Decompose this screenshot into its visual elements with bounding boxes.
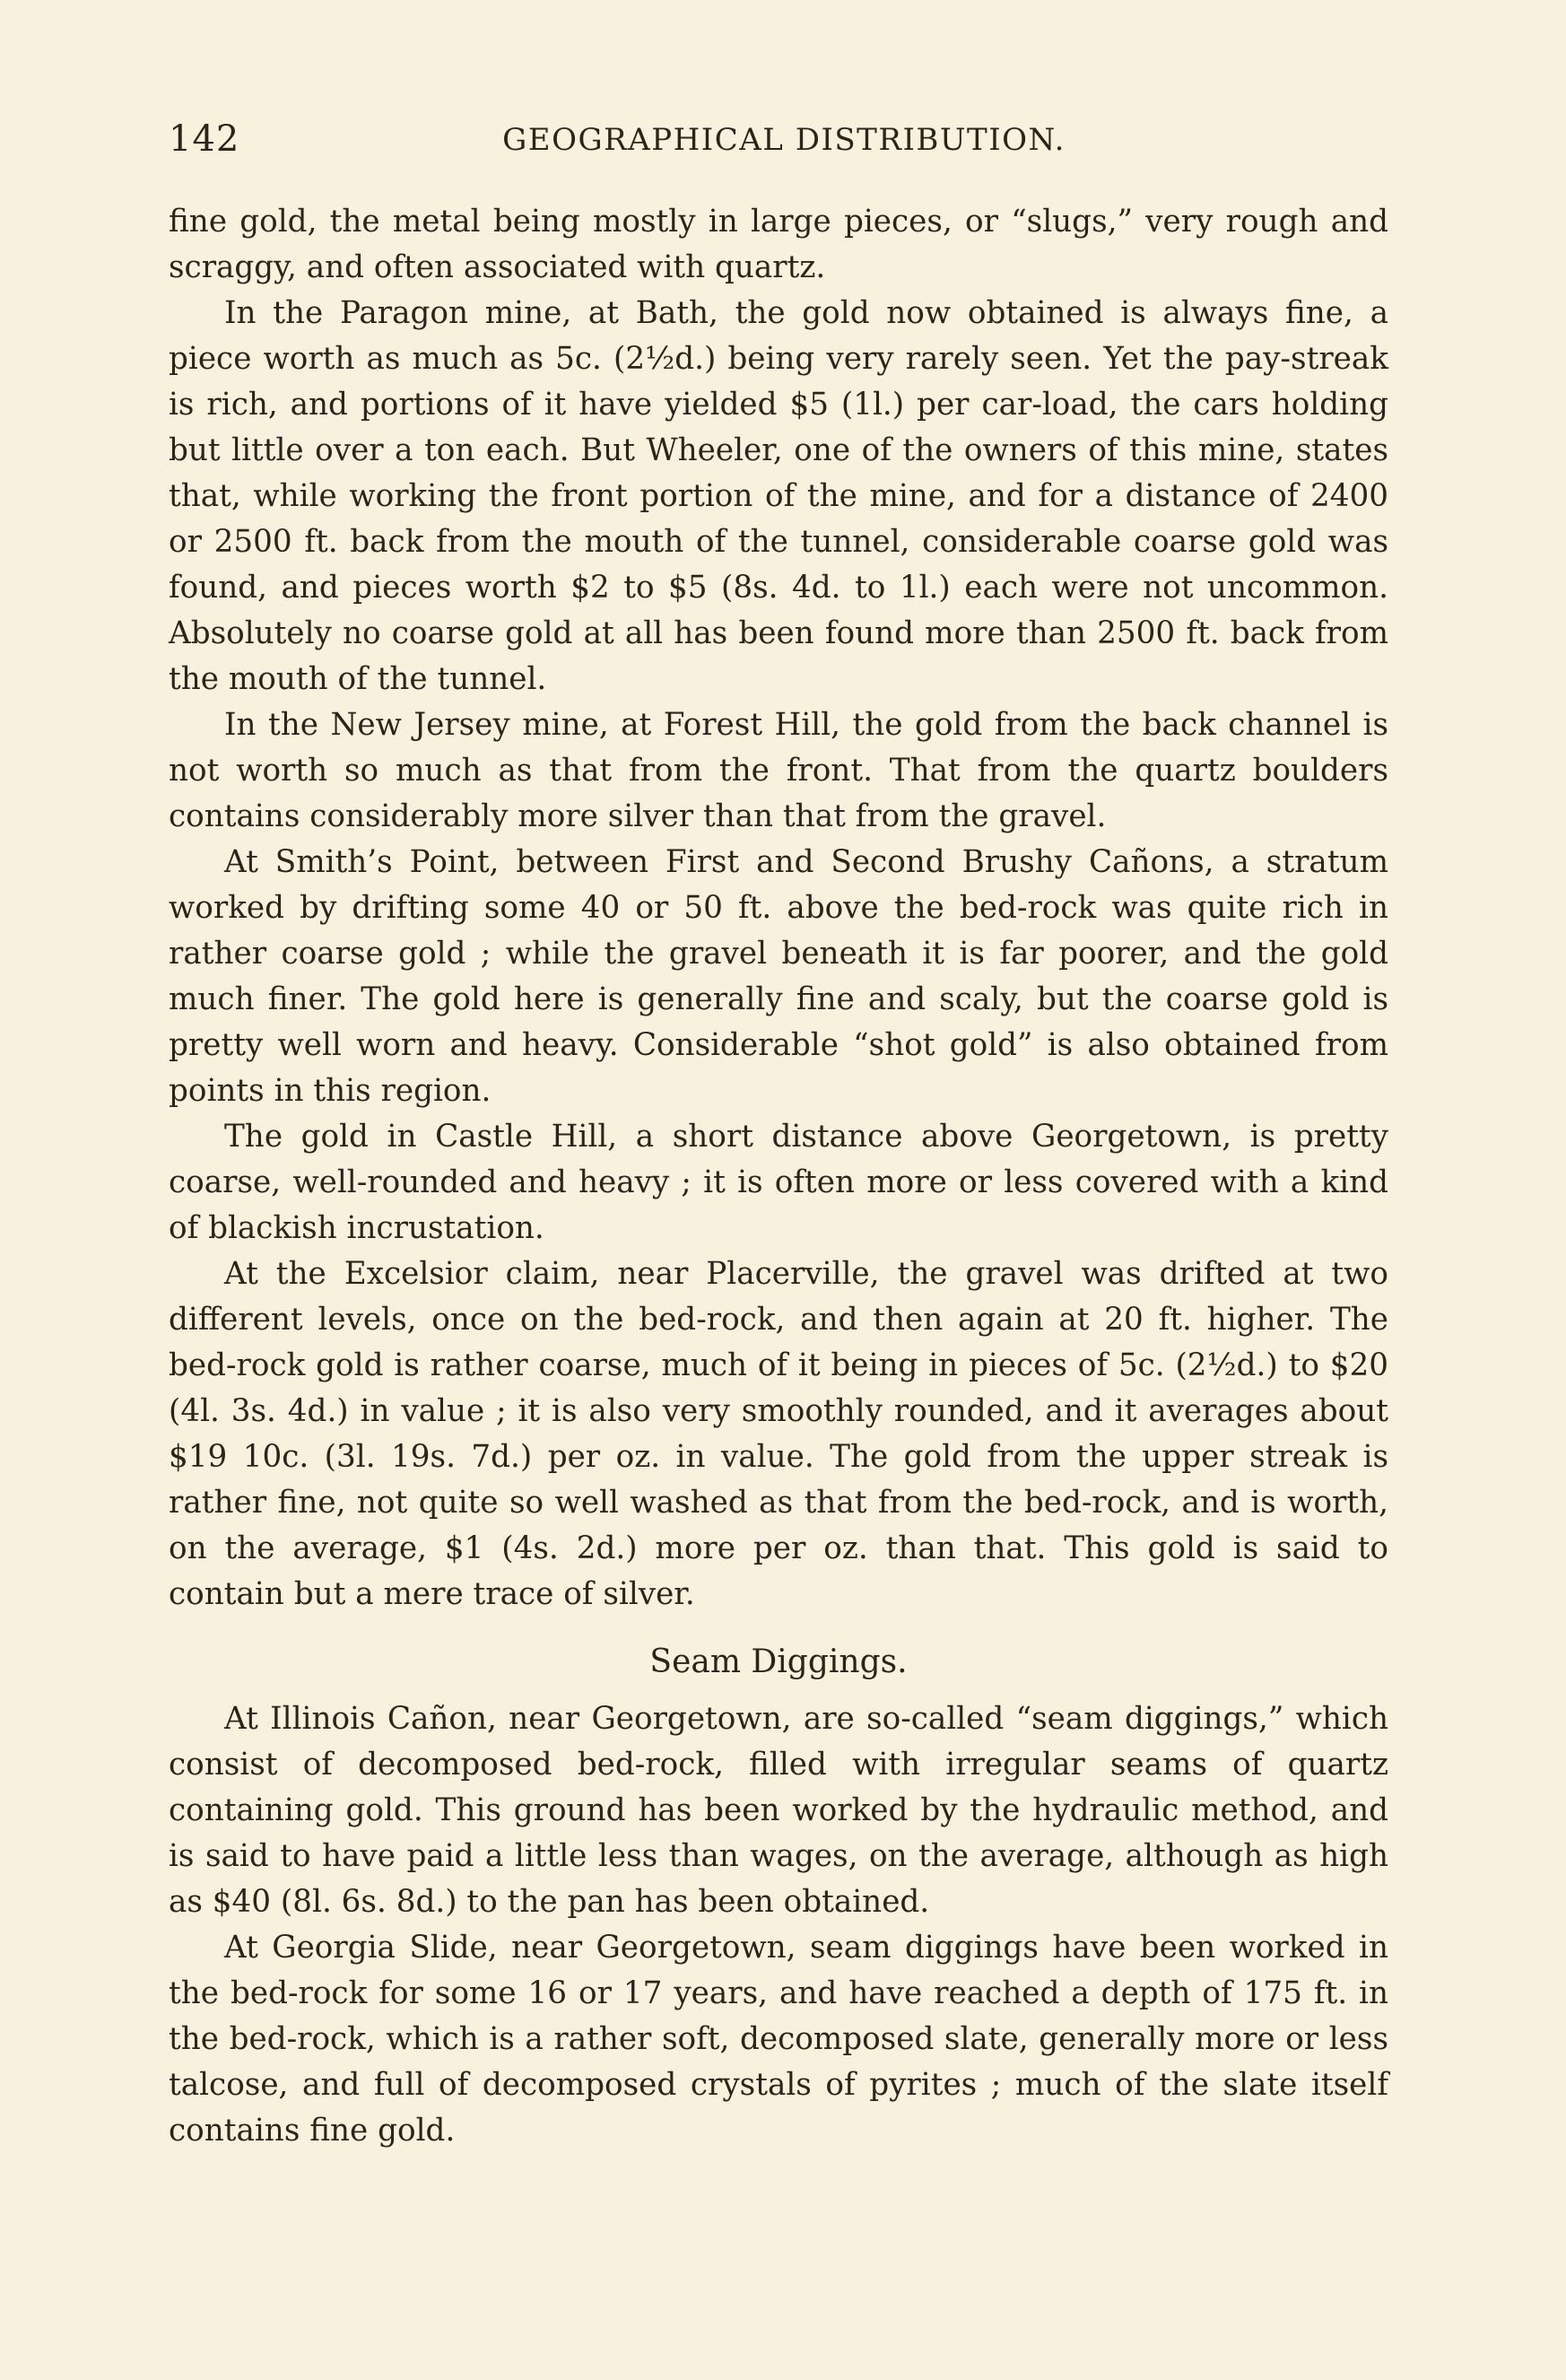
paragraph: At Georgia Slide, near Georgetown, seam diggings have been worked in the bed-rock for some 16 or 17 years, and have reached a depth of 175 ft. in the bed-rock, which is a rather soft, decomposed slate, generally more or less talcose, and full of decomposed crystals of pyrites ; much of the slate itself contains fine gold. xyxy=(169,1930,1388,2149)
section-heading: Seam Diggings. xyxy=(649,1643,908,1680)
paragraph: At Smith’s Point, between First and Second Brushy Cañons, a stratum worked by drifting some 40 or 50 ft. above the bed-rock was quite rich in rather coarse gold ; while the gravel beneath it is far poorer, and the gold much finer. The gold here is generally fine and scaly, but the coarse gold is pretty well worn and heavy. Considerable “shot gold” is also obtained from points in this region. xyxy=(169,844,1388,1109)
body-text xyxy=(169,199,1388,2154)
paragraph: In the New Jersey mine, at Forest Hill, the gold from the back channel is not worth so much as that from the front. That from the quartz boulders contains considerably more silver than that from the gravel. xyxy=(169,707,1388,834)
paragraph: The gold in Castle Hill, a short distance above Georgetown, is pretty coarse, well-rounded and heavy ; it is often more or less covered with a kind of blackish incrustation. xyxy=(169,1119,1388,1246)
running-title: GEOGRAPHICAL DISTRIBUTION. xyxy=(502,122,1066,158)
paragraph: fine gold, the metal being mostly in large pieces, or “slugs,” very rough and scraggy, and often associated with quartz. xyxy=(169,204,1388,285)
page-number: 142 xyxy=(169,118,240,160)
paragraph: In the Paragon mine, at Bath, the gold now obtained is always fine, a piece worth as much as 5c. (2½d.) being very rarely seen. Yet the pay-streak is rich, and portions of it have yielded $5 (1l.) per car-load, the cars holding but little over a ton each. But Wheeler, one of the owners of this mine, states that, while working the front portion of the mine, and for a distance of 2400 or 2500 ft. back from the mouth of the tunnel, considerable coarse gold was found, and pieces worth $2 to $5 (8s. 4d. to 1l.) each were not uncommon. Absolutely no coarse gold at all has been found more than 2500 ft. back from the mouth of the tunnel. xyxy=(169,295,1388,697)
paragraph: At the Excelsior claim, near Placerville, the gravel was drifted at two different levels, once on the bed-rock, and then again at 20 ft. higher. The bed-rock gold is rather coarse, much of it being in pieces of 5c. (2½d.) to $20 (4l. 3s. 4d.) in value ; it is also very smoothly rounded, and it averages about $19 10c. (3l. 19s. 7d.) per oz. in value. The gold from the upper streak is rather fine, not quite so well washed as that from the bed-rock, and is worth, on the average, $1 (4s. 2d.) more per oz. than that. This gold is said to contain but a mere trace of silver. xyxy=(169,1256,1388,1612)
page-header xyxy=(169,118,1399,165)
paragraph: At Illinois Cañon, near Georgetown, are so-called “seam diggings,” which consist of decomposed bed-rock, filled with irregular seams of quartz containing gold. This ground has been worked by the hydraulic method, and is said to have paid a little less than wages, on the average, although as high as $40 (8l. 6s. 8d.) to the pan has been obtained. xyxy=(169,1701,1388,1920)
